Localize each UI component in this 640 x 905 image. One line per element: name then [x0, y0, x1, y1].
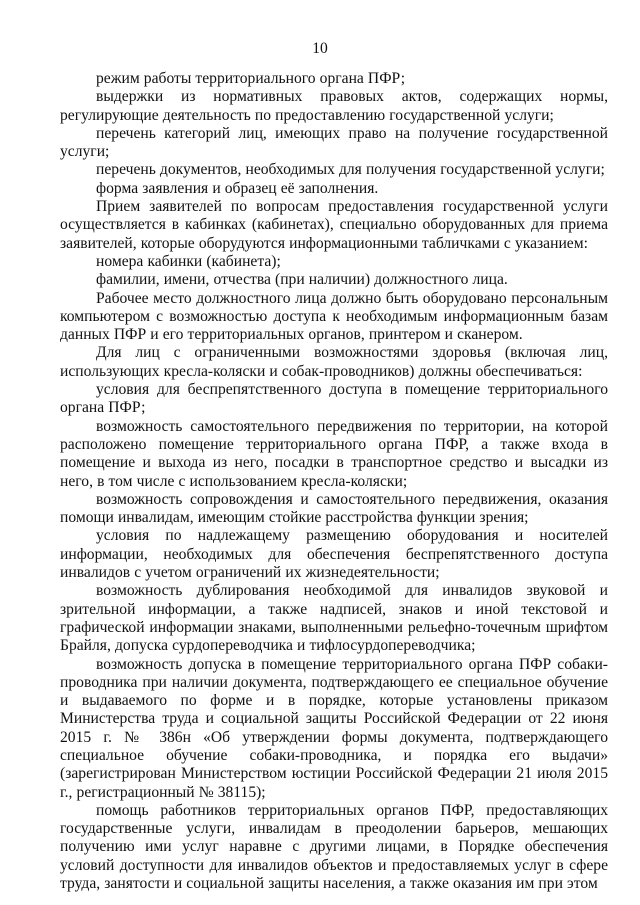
paragraph: возможность самостоятельного передвижения по территории, на которой расположено помещение территориального органа ПФР, а также входа в помещение и выхода из него, посадки в транспортное средство и высадки из него, в том числе с использованием кресла-коляски; [60, 417, 608, 490]
paragraph: фамилии, имени, отчества (при наличии) должностного лица. [96, 271, 508, 289]
paragraph: номера кабинки (кабинета); [96, 252, 281, 270]
paragraph: помощь работников территориальных органов ПФР, предоставляющих государственные услуги, инвалидам в преодолении барьеров, мешающих получению ими услуг наравне с другими лицами, в Порядке обеспечения условий доступности для инвалидов объектов и предоставляемых услуг в сфере труда, занятости и социальной защиты населения, а также оказания им при этом [60, 801, 608, 893]
paragraph: возможность допуска в помещение территориального органа ПФР собаки-проводника при наличии документа, подтверждающего ее специальное обучение и выдаваемого по форме и в порядке, которые установлены приказом Министерства труда и социальной защиты Российской Федерации от 22 июня 2015 г. № 386н «Об утверждении формы документа, подтверждающего специальное обучение собаки-проводника, и порядка его выдачи» (зарегистрирован Министерством юстиции Российской Федерации 21 июля 2015 г., регистрационный № 38115); [60, 655, 608, 801]
paragraph: возможность дублирования необходимой для инвалидов звуковой и зрительной информации, а также надписей, знаков и иной текстовой и графической информации знаками, выполненными рельефно-точечным шрифтом Брайля, допуска сурдопереводчика и тифлосурдопереводчика; [60, 582, 608, 655]
paragraph: Для лиц с ограниченными возможностями здоровья (включая лиц, использующих кресла-коляски и собак-проводников) должны обеспечиваться: [60, 344, 608, 380]
paragraph: перечень документов, необходимых для получения государственной услуги; [96, 161, 605, 179]
paragraph: Прием заявителей по вопросам предоставления государственной услуги осуществляется в кабинках (кабинетах), специально оборудованных для приема заявителей, которые оборудуются информационными табличками с указанием: [60, 198, 608, 252]
paragraph: форма заявления и образец её заполнения. [96, 179, 379, 197]
paragraph: условия для беспрепятственного доступа в помещение территориального органа ПФР; [60, 381, 608, 417]
paragraph: условия по надлежащему размещению оборудования и носителей информации, необходимых для обеспечения беспрепятственного доступа инвалидов с учетом ограничений их жизнедеятельности; [60, 527, 608, 582]
paragraph: возможность сопровождения и самостоятельного передвижения, оказания помощи инвалидам, имеющим стойкие расстройства функции зрения; [60, 490, 608, 527]
paragraph: режим работы территориального органа ПФР; [96, 70, 406, 87]
paragraph: выдержки из нормативных правовых актов, содержащих нормы, регулирующие деятельность по предоставлению государственной услуги; [60, 88, 608, 124]
paragraph: перечень категорий лиц, имеющих право на получение государственной услуги; [60, 124, 608, 161]
page-number: 10 [312, 40, 328, 57]
body-text [60, 70, 608, 893]
paragraph: Рабочее место должностного лица должно быть оборудовано персональным компьютером с возможностью доступа к необходимым информационным базам данных ПФР и его территориальных органов, принтером и сканером. [60, 289, 608, 344]
